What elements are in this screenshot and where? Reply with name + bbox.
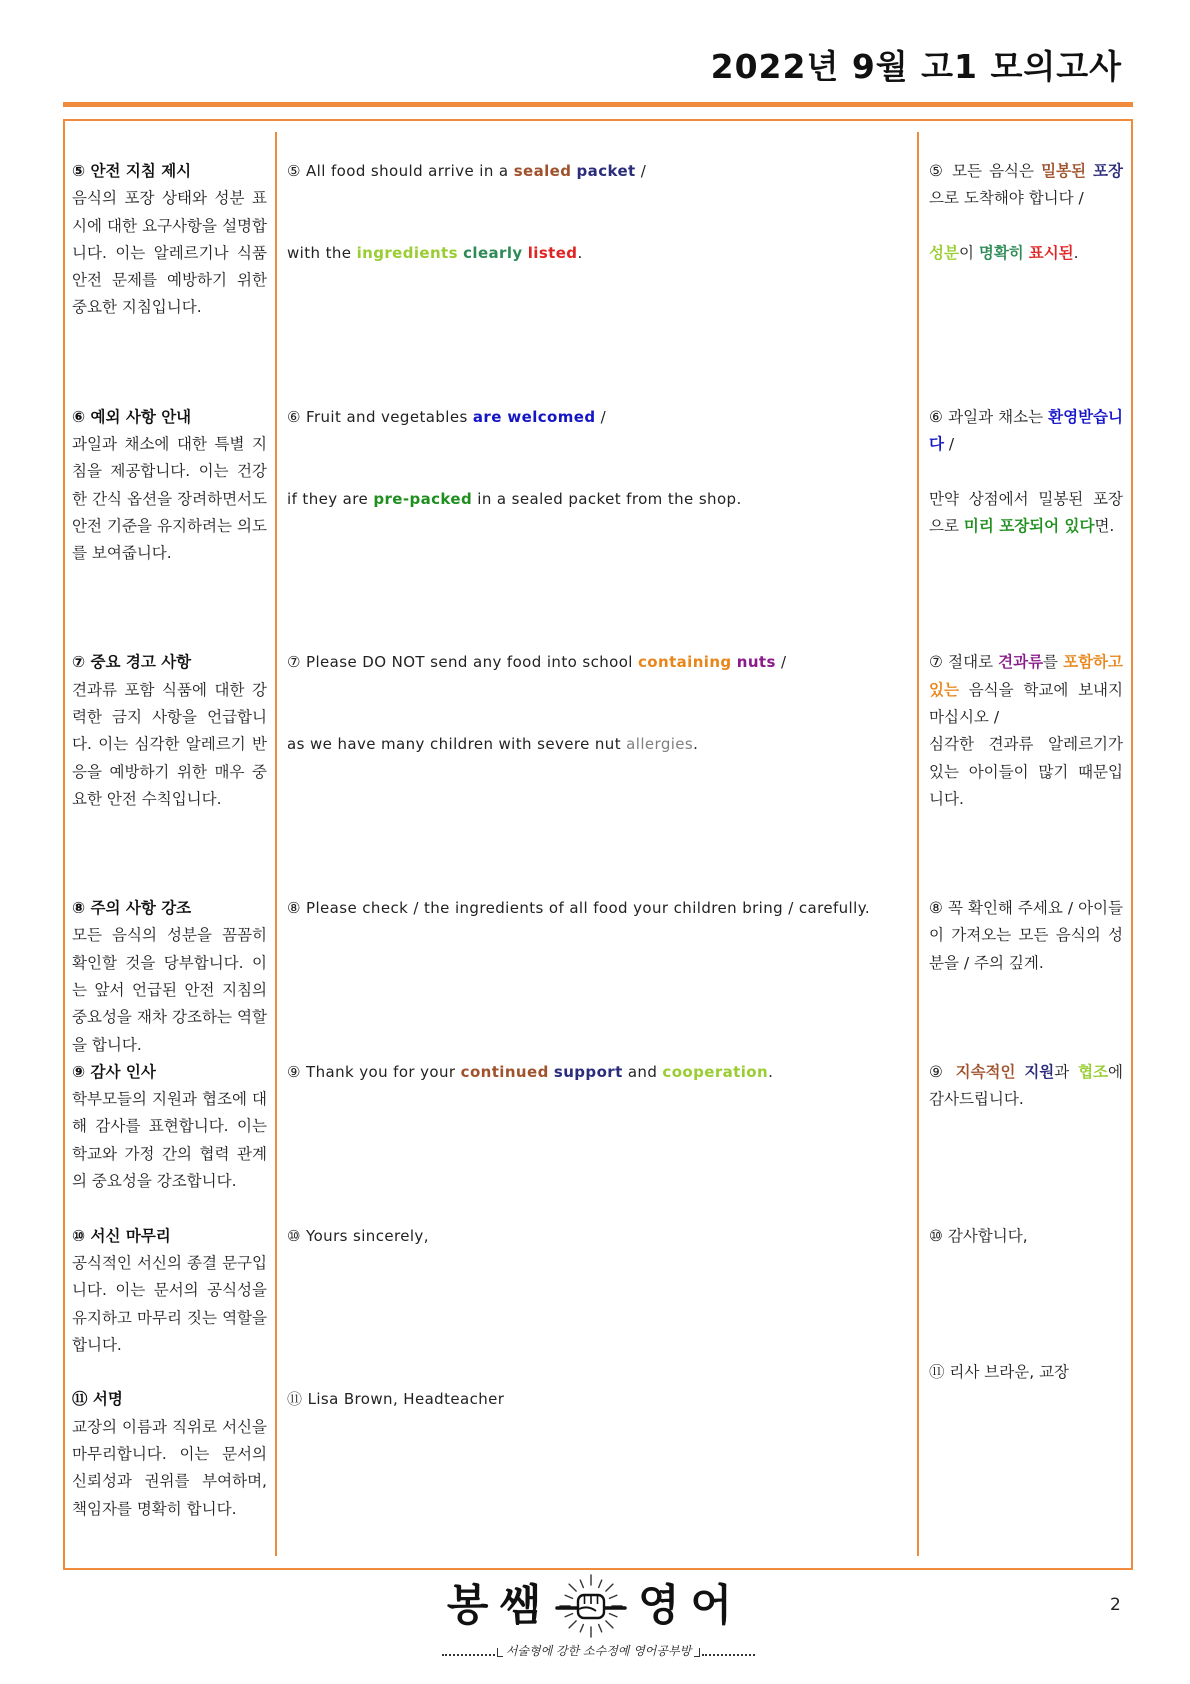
- text-run: in a sealed packet from the shop.: [472, 489, 742, 508]
- annotation-cell: [72, 404, 267, 568]
- annotation-title: ⑪ 서명: [72, 1390, 123, 1409]
- english-sentence-cell: [287, 1059, 902, 1086]
- translation-chunk: [929, 895, 1123, 977]
- annotation-title: ⑥ 예외 사항 안내: [72, 407, 192, 426]
- highlighted-word: containing: [638, 653, 732, 672]
- highlighted-word: 성분: [929, 243, 959, 262]
- annotation-title: ⑤ 안전 지침 제시: [72, 162, 192, 180]
- english-chunk: [287, 649, 902, 731]
- text-run: ⑧ Please check / the ingredients of all food your children bring / carefully.: [287, 899, 871, 918]
- text-run: 를: [1043, 653, 1064, 672]
- highlighted-word: pre-packed: [373, 489, 473, 508]
- annotation-cell: [72, 1386, 267, 1522]
- annotation-cell: [72, 895, 267, 1059]
- text-run: ⑥ 과일과 채소는: [929, 407, 1049, 426]
- text-run: [1016, 1063, 1025, 1081]
- text-run: ⑪ 리사 브라운, 교장: [929, 1363, 1070, 1382]
- tagline-bracket-right: [694, 1648, 700, 1657]
- annotation-body: 공식적인 서신의 종결 문구입니다. 이는 문서의 공식성을 유지하고 마무리 짓는 역할을 합니다.: [72, 1253, 267, 1354]
- tagline-text: 서술형에 강한 소수정예 영어공부방: [505, 1644, 692, 1658]
- text-run: 이: [958, 243, 979, 262]
- english-chunk: [287, 1223, 902, 1250]
- annotation-cell: [72, 1223, 267, 1359]
- text-run: 심각한 견과류 알레르기가 있는 아이들이 많기 때문입니다.: [929, 735, 1123, 808]
- highlighted-word: 표시된: [1028, 243, 1074, 262]
- text-run: ⑨: [929, 1062, 956, 1081]
- english-chunk: [287, 731, 902, 758]
- text-run: if they are: [287, 489, 374, 508]
- english-chunk: [287, 1059, 902, 1086]
- text-run: ⑦ 절대로: [929, 653, 999, 672]
- korean-translation-cell: [929, 649, 1123, 813]
- dotted-rule-left: [442, 1654, 495, 1656]
- text-run: ⑧ 꼭 확인해 주세요 / 아이들이 가져오는 모든 음식의 성분을 / 주의 깊게.: [929, 899, 1123, 972]
- text-run: 면.: [1094, 516, 1115, 535]
- english-chunk: [287, 240, 902, 267]
- sentence-table: [0, 158, 1190, 1550]
- english-sentence-cell: [287, 1223, 902, 1250]
- korean-translation-cell: [929, 1359, 1123, 1386]
- highlighted-word: 지원: [1024, 1062, 1055, 1081]
- korean-translation-cell: [929, 1059, 1123, 1114]
- text-run: 과: [1054, 1062, 1079, 1081]
- fist-burst-icon: [552, 1573, 630, 1639]
- highlighted-word: listed: [527, 243, 578, 262]
- english-chunk: [287, 895, 902, 922]
- text-run: .: [693, 735, 699, 754]
- highlighted-word: clearly: [463, 243, 523, 262]
- item-row: [0, 158, 1190, 404]
- highlighted-word: allergies: [626, 735, 694, 754]
- annotation-title: ⑩ 서신 마무리: [72, 1226, 171, 1245]
- text-run: as we have many children with severe nut: [287, 735, 627, 754]
- text-run: ⑥ Fruit and vegetables: [287, 407, 473, 426]
- annotation-body: 과일과 채소에 대한 특별 지침을 제공합니다. 이는 건강한 간식 옵션을 장려하면서도 안전 기준을 유지하려는 의도를 보여줍니다.: [72, 434, 267, 563]
- highlighted-word: support: [553, 1062, 623, 1081]
- translation-chunk: [929, 486, 1123, 541]
- highlighted-word: sealed: [513, 162, 572, 180]
- translation-chunk: [929, 731, 1123, 813]
- page-title: 2022년 9월 고1 모의고사: [710, 47, 1122, 86]
- logo-text-left: 봉쌤: [446, 1581, 552, 1631]
- item-row: [0, 1363, 1190, 1550]
- annotation-cell: [72, 649, 267, 813]
- text-run: .: [768, 1062, 774, 1081]
- highlighted-word: ingredients: [356, 243, 458, 262]
- translation-chunk: [929, 1059, 1123, 1114]
- english-sentence-cell: [287, 649, 902, 758]
- annotation-title: ⑦ 중요 경고 사항: [72, 653, 192, 672]
- highlighted-word: 명확히: [978, 243, 1024, 262]
- annotation-body: 학부모들의 지원과 협조에 대해 감사를 표현합니다. 이는 학교와 가정 간의 협력 관계의 중요성을 강조합니다.: [72, 1090, 267, 1191]
- text-run: 으로 도착해야 합니다 /: [929, 189, 1084, 208]
- text-run: with the: [287, 243, 357, 262]
- logo-text-right: 영어: [638, 1581, 744, 1631]
- item-row: [0, 404, 1190, 650]
- highlighted-word: are welcomed: [472, 407, 596, 426]
- highlighted-word: continued: [460, 1062, 549, 1081]
- translation-chunk: [929, 649, 1123, 731]
- highlighted-word: packet: [576, 162, 636, 180]
- korean-translation-cell: [929, 158, 1123, 267]
- text-run: ⑩ 감사합니다,: [929, 1226, 1028, 1245]
- highlighted-word: 지속적인: [955, 1062, 1016, 1081]
- highlighted-word: nuts: [736, 653, 776, 672]
- text-run: ⑨ Thank you for your: [287, 1062, 461, 1081]
- korean-translation-cell: [929, 1223, 1123, 1250]
- page-number: 2: [1110, 1595, 1121, 1615]
- text-run: ⑪ Lisa Brown, Headteacher: [287, 1390, 505, 1409]
- text-run: 에 감사드립니다.: [929, 1062, 1123, 1109]
- annotation-cell: [72, 1059, 267, 1195]
- translation-chunk: [929, 1223, 1123, 1250]
- highlighted-word: cooperation: [662, 1062, 769, 1081]
- text-run: .: [1073, 243, 1079, 262]
- text-run: /: [635, 162, 647, 180]
- text-run: 만약 상점에서 밀봉된 포장으로: [929, 489, 1123, 535]
- annotation-body: 교장의 이름과 직위로 서신을 마무리합니다. 이는 문서의 신뢰성과 권위를 부여하며, 책임자를 명확히 합니다.: [72, 1417, 267, 1518]
- text-run: and: [622, 1062, 663, 1081]
- english-sentence-cell: [287, 895, 902, 922]
- text-run: /: [943, 434, 955, 453]
- footer-tagline: [442, 1640, 755, 1662]
- english-chunk: [287, 1386, 902, 1413]
- english-sentence-cell: [287, 404, 902, 513]
- highlighted-word: 견과류: [998, 653, 1044, 672]
- translation-chunk: [929, 1359, 1123, 1386]
- annotation-cell: [72, 158, 267, 322]
- highlighted-word: 포함하고있는: [929, 653, 1124, 699]
- text-run: ⑩ Yours sincerely,: [287, 1226, 429, 1245]
- annotation-title: ⑧ 주의 사항 강조: [72, 899, 192, 918]
- footer-logo: [0, 1578, 1190, 1634]
- item-row: [0, 895, 1190, 1059]
- highlighted-word: 협조: [1078, 1062, 1109, 1081]
- text-run: ⑤ All food should arrive in a: [287, 162, 514, 180]
- text-run: ⑦ Please DO NOT send any food into school: [287, 653, 639, 672]
- highlighted-word: 환영받습니다: [929, 407, 1123, 453]
- dotted-rule-right: [702, 1654, 755, 1656]
- annotation-body: 견과류 포함 식품에 대한 강력한 금지 사항을 언급합니다. 이는 심각한 알레르기 반응을 예방하기 위한 매우 중요한 안전 수칙입니다.: [72, 680, 267, 808]
- korean-translation-cell: [929, 404, 1123, 540]
- korean-translation-cell: [929, 895, 1123, 977]
- text-run: ⑤ 모든 음식은: [929, 162, 1042, 180]
- annotation-title: ⑨ 감사 인사: [72, 1062, 156, 1081]
- text-run: .: [577, 243, 583, 262]
- text-run: /: [595, 407, 607, 426]
- translation-chunk: [929, 404, 1123, 486]
- highlighted-word: 밀봉된: [1041, 162, 1086, 180]
- english-chunk: [287, 404, 902, 486]
- highlighted-word: 미리 포장되어 있다: [963, 516, 1095, 535]
- english-sentence-cell: [287, 1386, 902, 1413]
- annotation-body: 음식의 포장 상태와 성분 표시에 대한 요구사항을 설명합니다. 이는 알레르기나 식품 안전 문제를 예방하기 위한 중요한 지침입니다.: [72, 189, 267, 317]
- translation-chunk: [929, 240, 1123, 267]
- annotation-body: 모든 음식의 성분을 꼼꼼히 확인할 것을 당부합니다. 이는 앞서 언급된 안전 지침의 중요성을 재차 강조하는 역할을 합니다.: [72, 926, 267, 1054]
- translation-chunk: [929, 158, 1123, 240]
- english-sentence-cell: [287, 158, 902, 267]
- english-chunk: [287, 486, 902, 513]
- english-chunk: [287, 158, 902, 240]
- title-underline: [63, 102, 1133, 107]
- highlighted-word: 포장: [1093, 162, 1123, 180]
- item-row: [0, 1059, 1190, 1223]
- item-row: [0, 649, 1190, 895]
- text-run: /: [775, 653, 787, 672]
- text-run: 음식을 학교에 보내지 마십시오 /: [929, 680, 1123, 726]
- text-run: [1086, 162, 1093, 180]
